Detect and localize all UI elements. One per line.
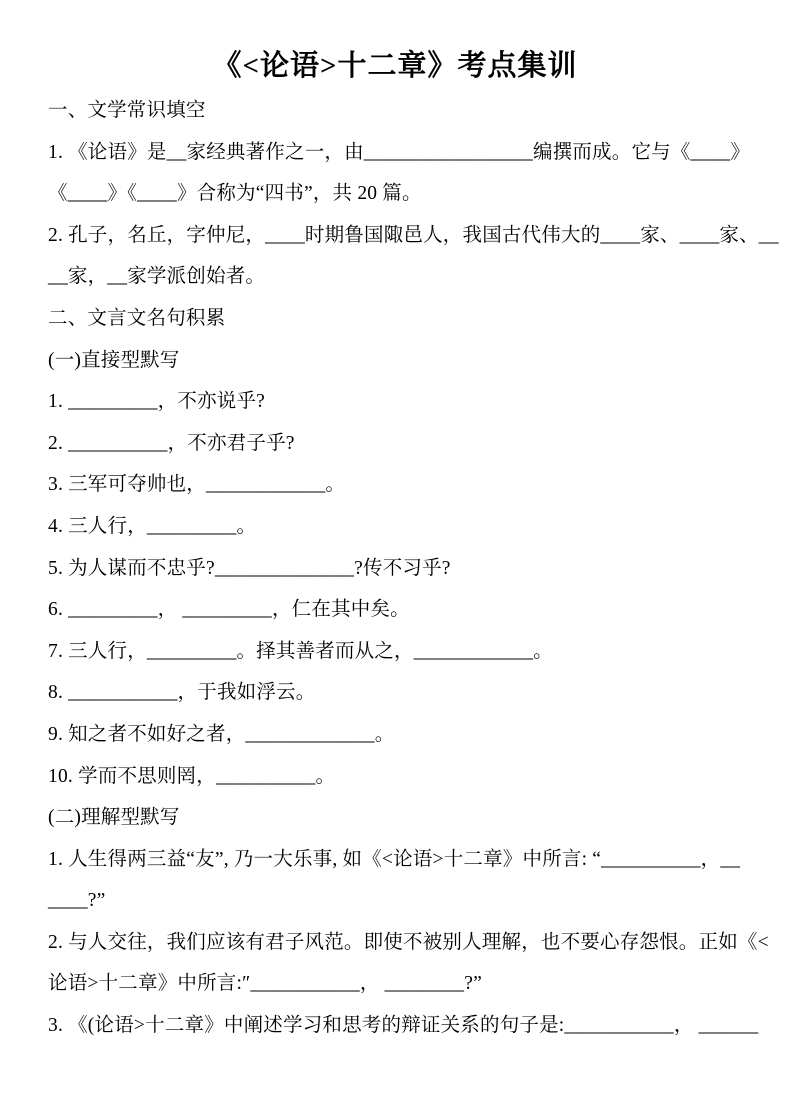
- section2-part2-q2-line2: 论语>十二章》中所言:″___________， ________?”: [48, 973, 482, 995]
- section2-part1-item-10: 10. 学而不思则罔，__________。: [48, 765, 336, 787]
- section2-part1-item-4: 4. 三人行，_________。: [48, 515, 257, 537]
- section1-heading: 一、文学常识填空: [48, 100, 206, 121]
- section2-part1-item-9: 9. 知之者不如好之者，_____________。: [48, 723, 395, 745]
- section2-part1-item-8: 8. ___________，于我如浮云。: [48, 682, 316, 704]
- section1-q1-line2: 《____》《____》合称为“四书”，共 20 篇。: [48, 183, 422, 205]
- section2-part1-item-6: 6. _________， _________，仁在其中矣。: [48, 599, 410, 621]
- section2-part2-q2-line1: 2. 与人交往，我们应该有君子风范。即使不被别人理解，也不要心存怨恨。正如《<: [48, 931, 769, 953]
- section2-part2-q1-line1: 1. 人生得两三益“友”, 乃一大乐事, 如《<论语>十二章》中所言: “__________，__: [48, 848, 741, 870]
- section2-part2-heading: (二)理解型默写: [48, 807, 180, 829]
- section2-part2-q3-line1: 3. 《(论语>十二章》中阐述学习和思考的辩证关系的句子是:___________， ______: [48, 1015, 759, 1037]
- section2-part1-item-5: 5. 为人谋而不忠乎?______________?传不习乎?: [48, 557, 451, 579]
- section1-q1-line1: 1. 《论语》是__家经典著作之一，由_________________编撰而成。它与《____》: [48, 141, 751, 163]
- section2-heading: 二、文言文名句积累: [48, 307, 226, 329]
- section2-part1-heading: (一)直接型默写: [48, 349, 180, 371]
- section1-q2-line1: 2. 孔子，名丘，字仲尼，____时期鲁国陬邑人，我国古代伟大的____家、____家、__: [48, 224, 779, 246]
- section2-part1-item-3: 3. 三军可夺帅也，____________。: [48, 474, 346, 496]
- section2-part1-item-7: 7. 三人行，_________。择其善者而从之，____________。: [48, 640, 553, 662]
- section2-part1-item-2: 2. __________，不亦君子乎?: [48, 432, 295, 454]
- document-title: 《<论语>十二章》考点集训: [212, 50, 578, 82]
- section2-part1-item-1: 1. _________，不亦说乎?: [48, 391, 266, 413]
- section2-part2-q1-line2: ____?”: [48, 890, 106, 912]
- section1-q2-line2: __家，__家学派创始者。: [48, 266, 266, 288]
- document-body: [48, 90, 779, 1047]
